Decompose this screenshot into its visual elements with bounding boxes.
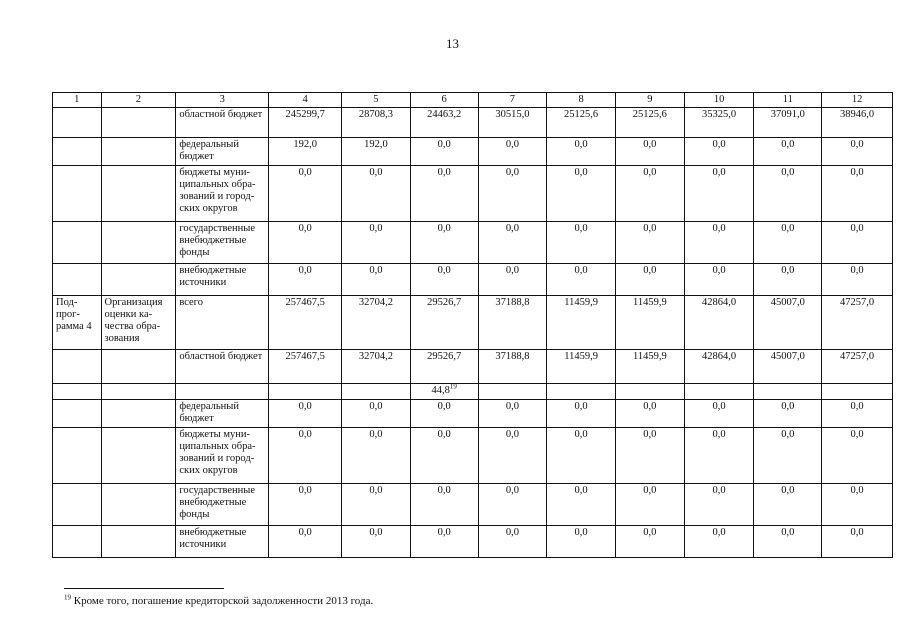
value-cell: 0,0 <box>754 484 822 526</box>
value-cell: 0,0 <box>342 222 411 264</box>
value-cell: 0,0 <box>342 484 411 526</box>
column-header: 11 <box>754 93 822 108</box>
value-cell: 0,0 <box>754 166 822 222</box>
value-cell: 0,0 <box>342 526 411 558</box>
value-cell: 0,0 <box>822 400 893 428</box>
value-cell <box>754 384 822 400</box>
value-text: 44,8 <box>431 385 450 396</box>
value-cell: 0,0 <box>822 428 893 484</box>
column-header: 7 <box>478 93 547 108</box>
program-cell <box>53 108 102 138</box>
program-name-cell <box>101 108 176 138</box>
value-cell: 35325,0 <box>684 108 754 138</box>
value-cell: 24463,2 <box>410 108 478 138</box>
program-name-cell <box>101 166 176 222</box>
program-cell <box>53 400 102 428</box>
program-name-cell <box>101 526 176 558</box>
value-cell: 0,0 <box>684 428 754 484</box>
value-cell: 0,0 <box>754 400 822 428</box>
value-cell: 47257,0 <box>822 296 893 350</box>
value-cell: 0,0 <box>684 400 754 428</box>
table-row <box>53 222 893 264</box>
value-cell: 0,0 <box>684 166 754 222</box>
column-header: 8 <box>547 93 616 108</box>
source-cell: внебюджетные источники <box>176 264 269 296</box>
value-cell: 0,0 <box>822 264 893 296</box>
value-cell: 0,0 <box>478 400 547 428</box>
value-cell: 0,0 <box>615 428 684 484</box>
value-cell: 0,0 <box>754 138 822 166</box>
table-row <box>53 350 893 384</box>
value-cell: 0,0 <box>547 264 616 296</box>
program-cell <box>53 222 102 264</box>
source-cell: бюджеты муни-ципальных обра-зований и город-ских округов <box>176 166 269 222</box>
source-cell <box>176 384 269 400</box>
source-cell: бюджеты муни-ципальных обра-зований и город-ских округов <box>176 428 269 484</box>
footnote-number: 19 <box>64 593 71 602</box>
value-cell: 0,0 <box>342 428 411 484</box>
value-cell: 0,0 <box>478 138 547 166</box>
value-cell: 0,0 <box>615 484 684 526</box>
value-cell: 47257,0 <box>822 350 893 384</box>
value-cell: 32704,2 <box>342 296 411 350</box>
value-cell: 0,0 <box>269 264 342 296</box>
program-name-cell <box>101 428 176 484</box>
program-cell <box>53 166 102 222</box>
value-cell: 0,0 <box>410 166 478 222</box>
value-cell: 0,0 <box>615 526 684 558</box>
table-row <box>53 138 893 166</box>
column-header: 12 <box>822 93 893 108</box>
value-cell: 0,0 <box>684 526 754 558</box>
program-cell <box>53 264 102 296</box>
table-row <box>53 264 893 296</box>
footnote-reference: 19 <box>449 383 457 391</box>
table-row <box>53 166 893 222</box>
value-cell: 0,0 <box>822 166 893 222</box>
value-cell: 0,0 <box>822 222 893 264</box>
value-cell: 0,0 <box>410 222 478 264</box>
value-cell: 0,0 <box>615 166 684 222</box>
column-header: 4 <box>269 93 342 108</box>
value-cell: 0,0 <box>754 428 822 484</box>
value-cell: 0,0 <box>269 526 342 558</box>
program-name-cell <box>101 350 176 384</box>
value-cell: 0,0 <box>410 526 478 558</box>
value-cell <box>478 384 547 400</box>
value-cell: 0,0 <box>547 400 616 428</box>
value-cell: 0,0 <box>615 400 684 428</box>
value-cell: 0,0 <box>269 222 342 264</box>
value-cell: 0,0 <box>684 138 754 166</box>
value-cell: 0,0 <box>754 264 822 296</box>
source-cell: государственные внебюджетные фонды <box>176 484 269 526</box>
table-row <box>53 296 893 350</box>
value-cell <box>822 384 893 400</box>
value-cell <box>684 384 754 400</box>
value-cell: 30515,0 <box>478 108 547 138</box>
value-cell <box>269 384 342 400</box>
program-name-cell <box>101 484 176 526</box>
value-cell: 0,0 <box>754 526 822 558</box>
value-cell: 0,0 <box>754 222 822 264</box>
value-cell: 32704,2 <box>342 350 411 384</box>
value-cell: 25125,6 <box>547 108 616 138</box>
value-cell: 0,0 <box>547 484 616 526</box>
table-row <box>53 428 893 484</box>
value-cell: 37091,0 <box>754 108 822 138</box>
value-cell: 0,0 <box>547 138 616 166</box>
value-cell: 38946,0 <box>822 108 893 138</box>
column-header: 6 <box>410 93 478 108</box>
value-cell: 245299,7 <box>269 108 342 138</box>
program-cell <box>53 484 102 526</box>
column-header: 2 <box>101 93 176 108</box>
value-cell: 0,0 <box>547 222 616 264</box>
value-cell: 0,0 <box>478 484 547 526</box>
source-cell: областной бюджет <box>176 108 269 138</box>
table-row <box>53 526 893 558</box>
value-cell <box>342 384 411 400</box>
value-cell: 0,0 <box>410 400 478 428</box>
value-cell: 0,0 <box>342 264 411 296</box>
value-cell: 42864,0 <box>684 296 754 350</box>
value-cell: 0,0 <box>478 526 547 558</box>
value-cell: 0,0 <box>269 428 342 484</box>
value-cell: 45007,0 <box>754 350 822 384</box>
program-name-cell: Организация оценки ка-чества обра-зования <box>101 296 176 350</box>
budget-table <box>52 92 893 558</box>
value-cell: 0,0 <box>684 264 754 296</box>
column-header: 3 <box>176 93 269 108</box>
source-cell: государственные внебюджетные фонды <box>176 222 269 264</box>
value-cell: 0,0 <box>410 428 478 484</box>
program-name-cell <box>101 138 176 166</box>
table-row <box>53 384 893 400</box>
program-cell <box>53 384 102 400</box>
value-cell: 0,0 <box>342 400 411 428</box>
value-cell: 0,0 <box>410 138 478 166</box>
table-body <box>53 108 893 558</box>
source-cell: федеральный бюджет <box>176 400 269 428</box>
value-cell: 0,0 <box>822 484 893 526</box>
program-name-cell <box>101 264 176 296</box>
program-name-cell <box>101 400 176 428</box>
value-cell: 29526,7 <box>410 350 478 384</box>
source-cell: внебюджетные источники <box>176 526 269 558</box>
table-row <box>53 108 893 138</box>
value-cell: 28708,3 <box>342 108 411 138</box>
value-cell: 192,0 <box>342 138 411 166</box>
value-cell: 0,0 <box>822 526 893 558</box>
column-header: 1 <box>53 93 102 108</box>
value-cell: 192,0 <box>269 138 342 166</box>
value-cell: 257467,5 <box>269 350 342 384</box>
value-cell: 0,0 <box>342 166 411 222</box>
value-cell: 0,0 <box>478 166 547 222</box>
value-cell: 0,0 <box>269 166 342 222</box>
value-cell: 0,0 <box>615 138 684 166</box>
program-name-cell <box>101 384 176 400</box>
table-row <box>53 484 893 526</box>
value-cell: 257467,5 <box>269 296 342 350</box>
value-cell: 11459,9 <box>547 296 616 350</box>
page-number: 13 <box>446 36 459 51</box>
value-cell: 0,0 <box>822 138 893 166</box>
value-cell: 0,0 <box>478 428 547 484</box>
value-cell <box>547 384 616 400</box>
value-cell: 0,0 <box>547 166 616 222</box>
program-cell <box>53 138 102 166</box>
footnote <box>64 595 373 607</box>
column-header: 10 <box>684 93 754 108</box>
value-cell: 0,0 <box>410 484 478 526</box>
value-cell: 11459,9 <box>547 350 616 384</box>
value-cell <box>410 384 478 400</box>
value-cell: 0,0 <box>269 484 342 526</box>
value-cell: 0,0 <box>547 428 616 484</box>
value-cell: 0,0 <box>684 484 754 526</box>
value-cell: 37188,8 <box>478 296 547 350</box>
value-cell: 42864,0 <box>684 350 754 384</box>
value-cell: 45007,0 <box>754 296 822 350</box>
column-header: 5 <box>342 93 411 108</box>
value-cell: 0,0 <box>478 264 547 296</box>
value-cell: 25125,6 <box>615 108 684 138</box>
table-row <box>53 400 893 428</box>
value-cell: 0,0 <box>269 400 342 428</box>
value-cell: 0,0 <box>615 222 684 264</box>
value-cell: 0,0 <box>547 526 616 558</box>
value-cell: 0,0 <box>410 264 478 296</box>
column-header: 9 <box>615 93 684 108</box>
value-cell: 11459,9 <box>615 350 684 384</box>
value-cell: 29526,7 <box>410 296 478 350</box>
source-cell: федеральный бюджет <box>176 138 269 166</box>
value-cell: 0,0 <box>615 264 684 296</box>
program-cell <box>53 526 102 558</box>
value-cell: 0,0 <box>478 222 547 264</box>
footnote-text: Кроме того, погашение кредиторской задолженности 2013 года. <box>73 595 374 607</box>
program-cell: Под-прог-рамма 4 <box>53 296 102 350</box>
value-cell: 37188,8 <box>478 350 547 384</box>
source-cell: всего <box>176 296 269 350</box>
program-name-cell <box>101 222 176 264</box>
source-cell: областной бюджет <box>176 350 269 384</box>
table-header-row <box>53 93 893 108</box>
program-cell <box>53 350 102 384</box>
value-cell <box>615 384 684 400</box>
value-cell: 0,0 <box>684 222 754 264</box>
program-cell <box>53 428 102 484</box>
value-cell: 11459,9 <box>615 296 684 350</box>
footnote-divider <box>64 588 224 589</box>
